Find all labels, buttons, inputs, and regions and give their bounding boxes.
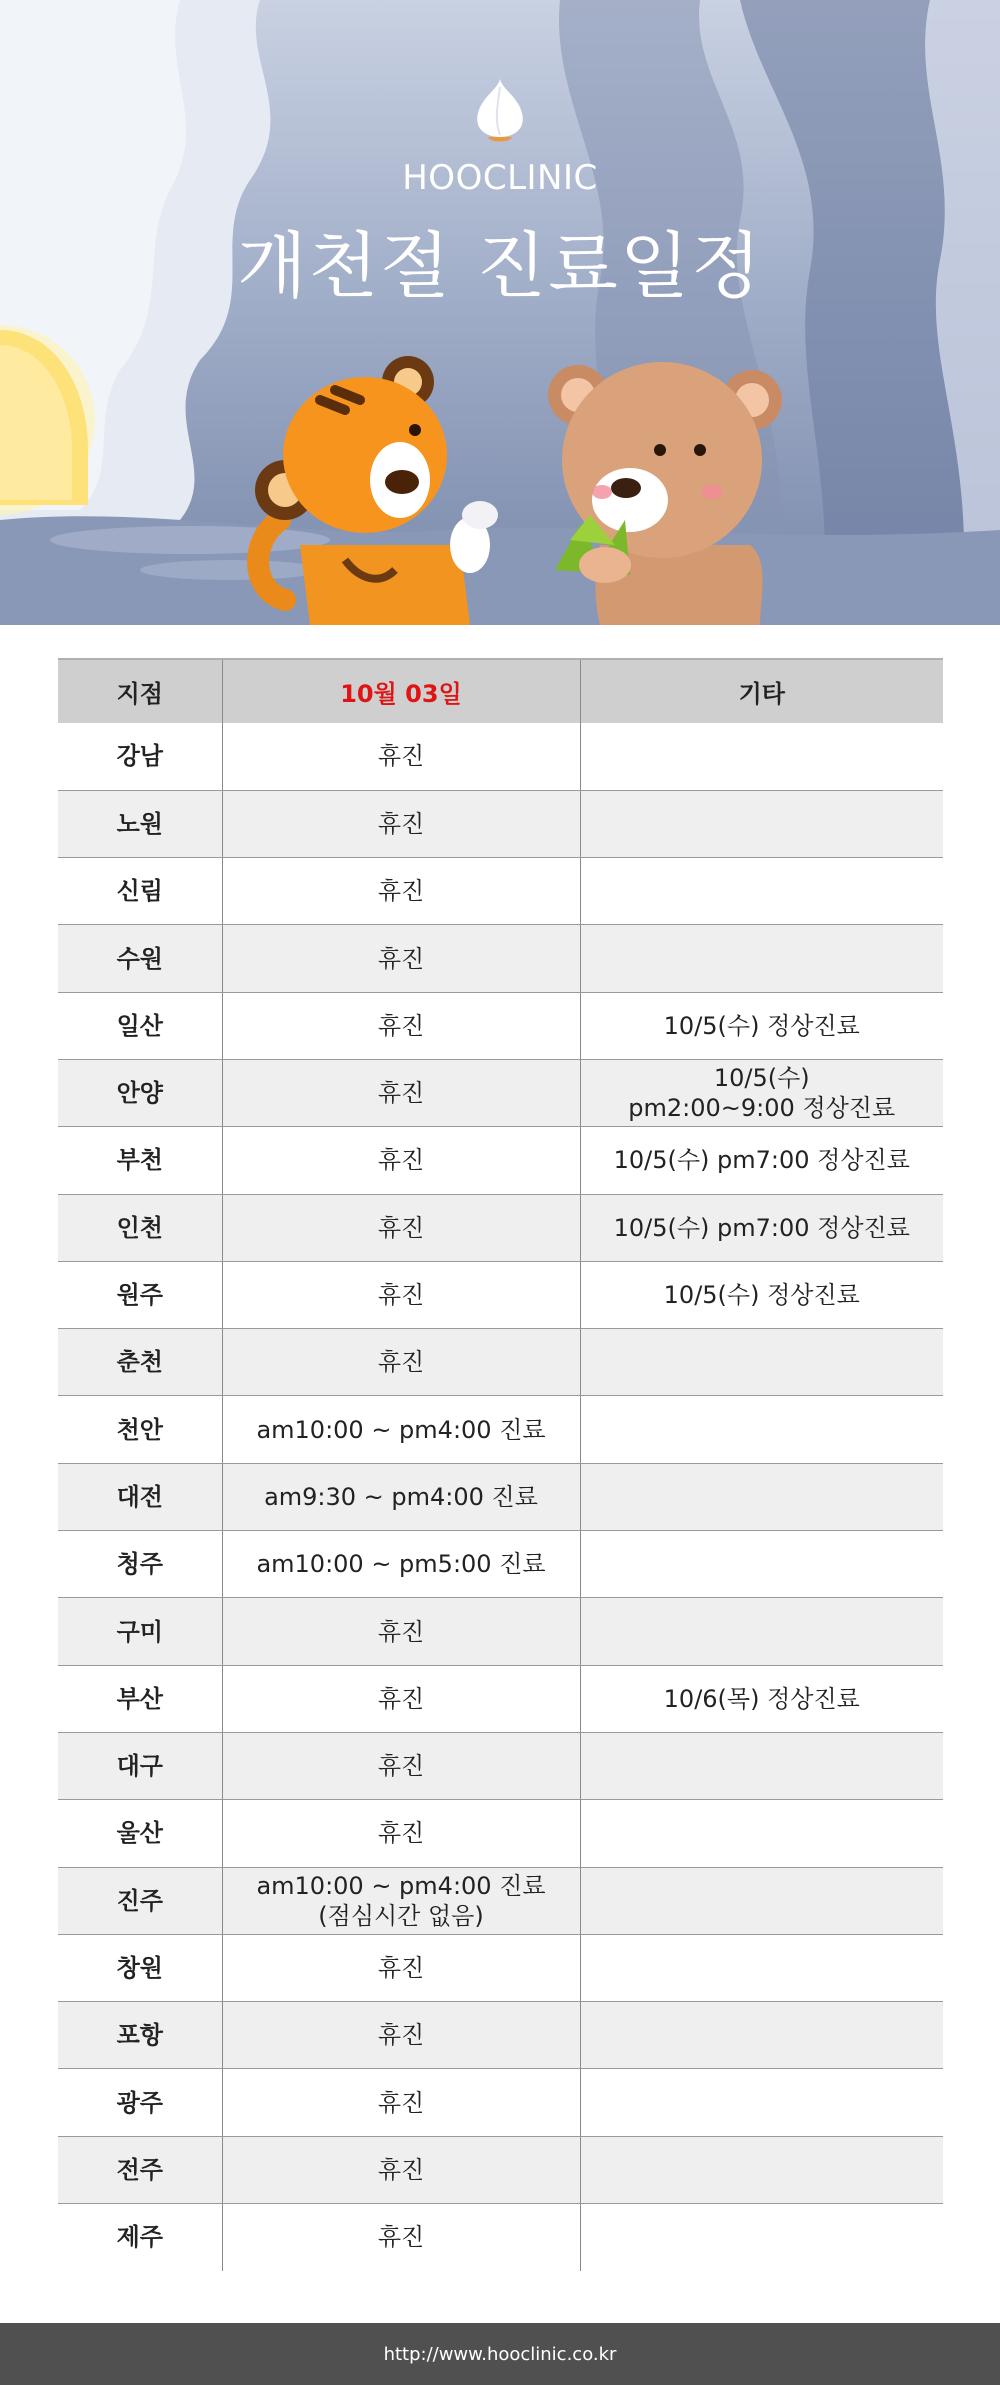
hours-cell [222,1329,580,1396]
column-header-date: 10월 03일 [222,659,580,723]
brand-name: HOOCLINIC [402,158,598,198]
note-cell [580,925,943,992]
table-row [58,1531,943,1598]
branch-cell: 천안 [58,1396,222,1463]
column-header-branch: 지점 [58,659,222,723]
note-text: 10/6(목) 정상진료 [663,1684,860,1713]
footer-url-link[interactable]: http://www.hooclinic.co.kr [383,2343,617,2365]
page-title: 개천절 진료일정 [237,224,763,308]
note-cell [580,723,943,790]
table-row [58,2136,943,2203]
table-row [58,858,943,925]
hours-text: 휴진 [377,877,425,906]
table-row [58,790,943,857]
branch-cell: 신림 [58,858,222,925]
branch-cell: 광주 [58,2069,222,2136]
branch-cell: 일산 [58,992,222,1059]
note-text: 10/5(수) [713,1064,810,1093]
hours-cell [222,2204,580,2271]
note-cell [580,1867,943,1934]
table-row [58,1396,943,1463]
table-row [58,1867,943,1934]
branch-cell: 구미 [58,1598,222,1665]
garlic-logo-icon [472,75,528,145]
note-cell [580,1800,943,1867]
hours-cell [222,925,580,992]
hours-text: 휴진 [377,1348,425,1377]
branch-cell: 수원 [58,925,222,992]
schedule-body [58,723,943,2271]
table-row [58,1194,943,1261]
note-cell [580,2136,943,2203]
footer [0,2323,1000,2385]
note-cell [580,790,943,857]
note-cell [580,2204,943,2271]
hours-cell [222,858,580,925]
note-cell [580,858,943,925]
hours-cell [222,1127,580,1194]
branch-cell: 포항 [58,2002,222,2069]
hours-cell [222,1396,580,1463]
hours-text: am10:00 ~ pm4:00 진료 [256,1415,546,1444]
schedule-table [58,658,943,2271]
hours-text: 휴진 [377,2155,425,2184]
note-cell [580,2069,943,2136]
hours-text: 휴진 [377,1953,425,1982]
hours-cell [222,2069,580,2136]
table-row [58,1059,943,1126]
table-row [58,723,943,790]
branch-cell: 전주 [58,2136,222,2203]
note-cell [580,1329,943,1396]
hours-text: 휴진 [377,1684,425,1713]
table-row [58,1934,943,2001]
hours-text: 휴진 [377,1146,425,1175]
note-cell [580,1531,943,1598]
hours-cell [222,2002,580,2069]
note-text: pm2:00~9:00 정상진료 [628,1094,896,1123]
hours-text: 휴진 [377,1079,425,1108]
table-row [58,1665,943,1732]
note-cell [580,1396,943,1463]
hours-text: (점심시간 없음) [318,1901,484,1930]
note-cell [580,992,943,1059]
hours-cell [222,1800,580,1867]
table-row [58,1800,943,1867]
branch-cell: 창원 [58,1934,222,2001]
branch-cell: 제주 [116,2223,163,2252]
hours-cell [222,1059,580,1126]
note-cell [580,1127,943,1194]
hours-cell [222,1867,580,1934]
hours-text: 휴진 [377,742,425,771]
branch-cell: 부산 [58,1665,222,1732]
branch-cell: 진주 [58,1867,222,1934]
hours-text: 휴진 [377,1281,425,1310]
note-cell [580,1732,943,1799]
hours-cell [222,1732,580,1799]
hours-cell [222,790,580,857]
hours-cell [222,1531,580,1598]
branch-cell: 안양 [58,1059,222,1126]
note-text: 10/5(수) pm7:00 정상진료 [613,1146,910,1175]
hours-cell [222,1934,580,2001]
branch-cell: 춘천 [58,1329,222,1396]
note-cell [580,2002,943,2069]
table-row [58,2204,943,2271]
branch-cell: 부천 [58,1127,222,1194]
branch-cell: 청주 [58,1531,222,1598]
note-cell [580,1194,943,1261]
note-text: 10/5(수) 정상진료 [663,1011,860,1040]
table-row [58,1463,943,1530]
note-text: 10/5(수) pm7:00 정상진료 [613,1213,910,1242]
hours-cell [222,1194,580,1261]
table-row [58,1329,943,1396]
table-row [58,1261,943,1328]
hours-cell [222,723,580,790]
note-cell [580,1463,943,1530]
hours-text: 휴진 [377,1819,425,1848]
hours-text: 휴진 [377,809,425,838]
note-cell [580,1261,943,1328]
hours-cell [222,2136,580,2203]
note-text: 10/5(수) 정상진료 [663,1281,860,1310]
hours-text: 휴진 [377,2088,425,2117]
hours-cell [222,992,580,1059]
hours-cell [222,1598,580,1665]
branch-cell: 노원 [58,790,222,857]
table-row [58,2069,943,2136]
table-row [58,1598,943,1665]
hours-text: 휴진 [377,2021,425,2050]
hours-text: am9:30 ~ pm4:00 진료 [264,1482,538,1511]
table-row [58,1127,943,1194]
branch-cell: 강남 [58,723,222,790]
hours-text: 휴진 [377,1011,425,1040]
hours-cell [222,1665,580,1732]
note-cell [580,1934,943,2001]
branch-cell: 인천 [58,1194,222,1261]
hours-text: am10:00 ~ pm4:00 진료 [256,1871,546,1900]
note-cell [580,1059,943,1126]
table-header-row [58,659,943,723]
hours-text: am10:00 ~ pm5:00 진료 [256,1550,546,1579]
hours-cell [222,1463,580,1530]
table-row [58,1732,943,1799]
hours-text: 휴진 [377,1617,425,1646]
table-row [58,992,943,1059]
hours-text: 휴진 [377,944,425,973]
column-header-note: 기타 [580,659,943,723]
hours-text: 휴진 [377,1213,425,1242]
hours-text: 휴진 [377,2223,425,2252]
branch-cell: 대구 [58,1732,222,1799]
table-row [58,925,943,992]
note-cell [580,1665,943,1732]
hero-banner [0,0,1000,625]
branch-cell: 원주 [58,1261,222,1328]
branch-cell: 울산 [58,1800,222,1867]
table-row [58,2002,943,2069]
branch-cell: 대전 [58,1463,222,1530]
hours-cell [222,1261,580,1328]
hours-text: 휴진 [377,1752,425,1781]
note-cell [580,1598,943,1665]
